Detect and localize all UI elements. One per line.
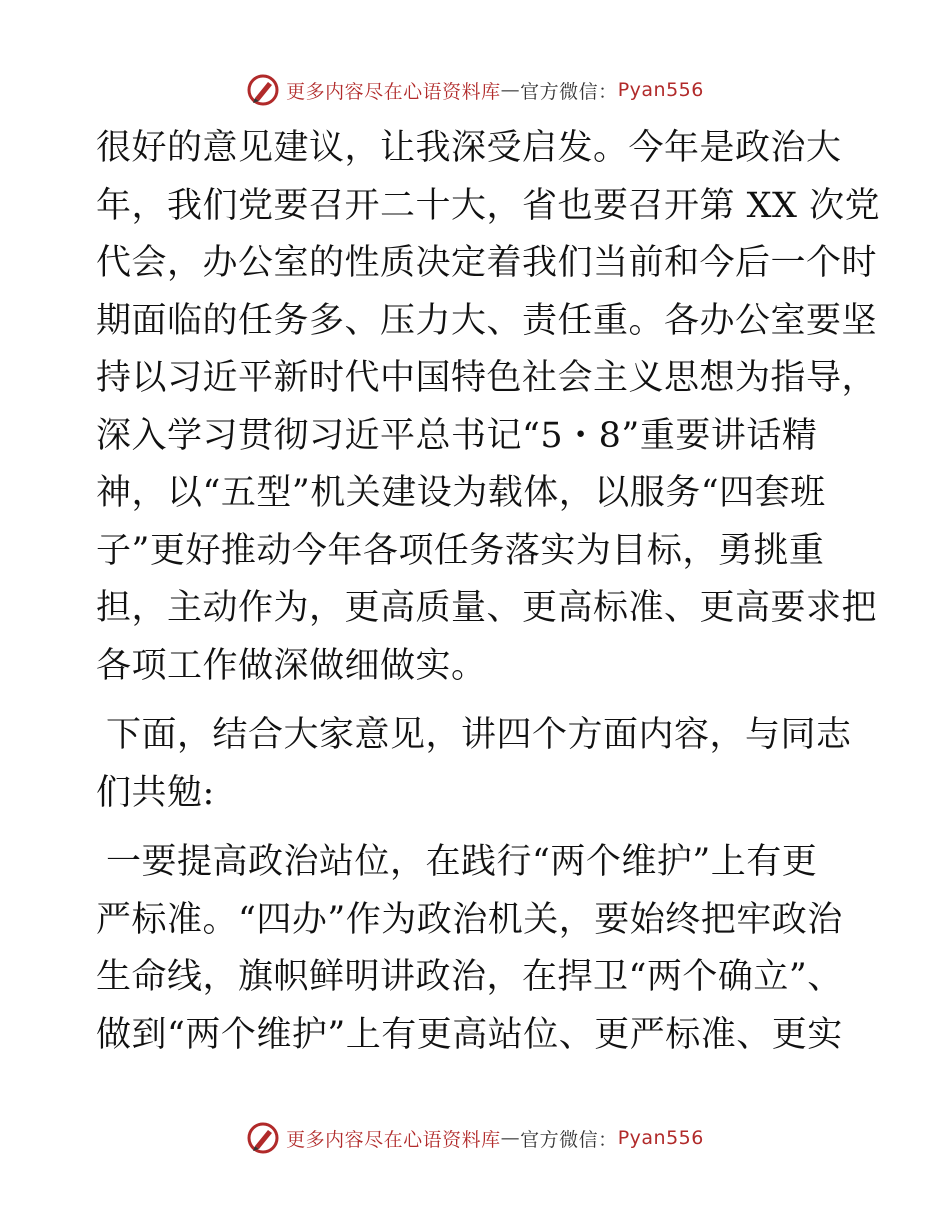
banner-dash: —: [500, 1127, 521, 1149]
text-line: 做到“两个维护”上有更高站位、更严标准、更实: [96, 1014, 843, 1055]
banner-title: 更多内容尽在心语资料库: [286, 1128, 501, 1151]
banner-wechat-id: Pyan556: [617, 79, 704, 101]
text-line: 年，我们党要召开二十大，省也要召开第 XX 次党: [96, 185, 881, 226]
paragraph-1: [96, 120, 881, 695]
text-line: 子”更好推动今年各项任务落实为目标，勇挑重: [96, 530, 825, 571]
text-line: 深入学习贯彻习近平总书记“5・8”重要讲话精: [96, 415, 818, 456]
text-line: 很好的意见建议，让我深受启发。今年是政治大: [96, 128, 842, 168]
banner-wechat-label: 官方微信：: [520, 1128, 618, 1151]
text-line: 担，主动作为，更高质量、更高标准、更高要求把: [96, 588, 878, 628]
text-line: 代会，办公室的性质决定着我们当前和今后一个时: [96, 243, 878, 283]
text-line: 持以习近平新时代中国特色社会主义思想为指导，: [96, 358, 878, 398]
text-line: 一要提高政治站位，在践行“两个维护”上有更: [106, 842, 818, 882]
banner-title: 更多内容尽在心语资料库: [286, 80, 501, 103]
text-line: 严标准。“四办”作为政治机关，要始终把牢政治: [96, 899, 843, 940]
header-banner: [0, 70, 950, 110]
text-line: 下面，结合大家意见，讲四个方面内容，与同志: [106, 715, 852, 755]
text-line: 各项工作做深做细做实。: [96, 645, 487, 686]
text-line: 神，以“五型”机关建设为载体，以服务“四套班: [96, 473, 826, 513]
body-text: [96, 120, 881, 1064]
text-line: 期面临的任务多、压力大、责任重。各办公室要坚: [96, 300, 878, 341]
paragraph-3: [96, 834, 856, 1064]
banner-dash: —: [500, 79, 521, 101]
text-line: 生命线，旗帜鲜明讲政治，在捍卫“两个确立”、: [96, 957, 843, 997]
banner-wechat-label: 官方微信：: [520, 80, 618, 103]
footer-banner: [0, 1118, 950, 1158]
text-line: 们共勉:: [96, 772, 215, 813]
pen-circle-logo-icon: [246, 73, 280, 107]
banner-wechat-id: Pyan556: [617, 1127, 704, 1149]
paragraph-2: [96, 707, 856, 822]
pen-circle-logo-icon: [246, 1121, 280, 1155]
